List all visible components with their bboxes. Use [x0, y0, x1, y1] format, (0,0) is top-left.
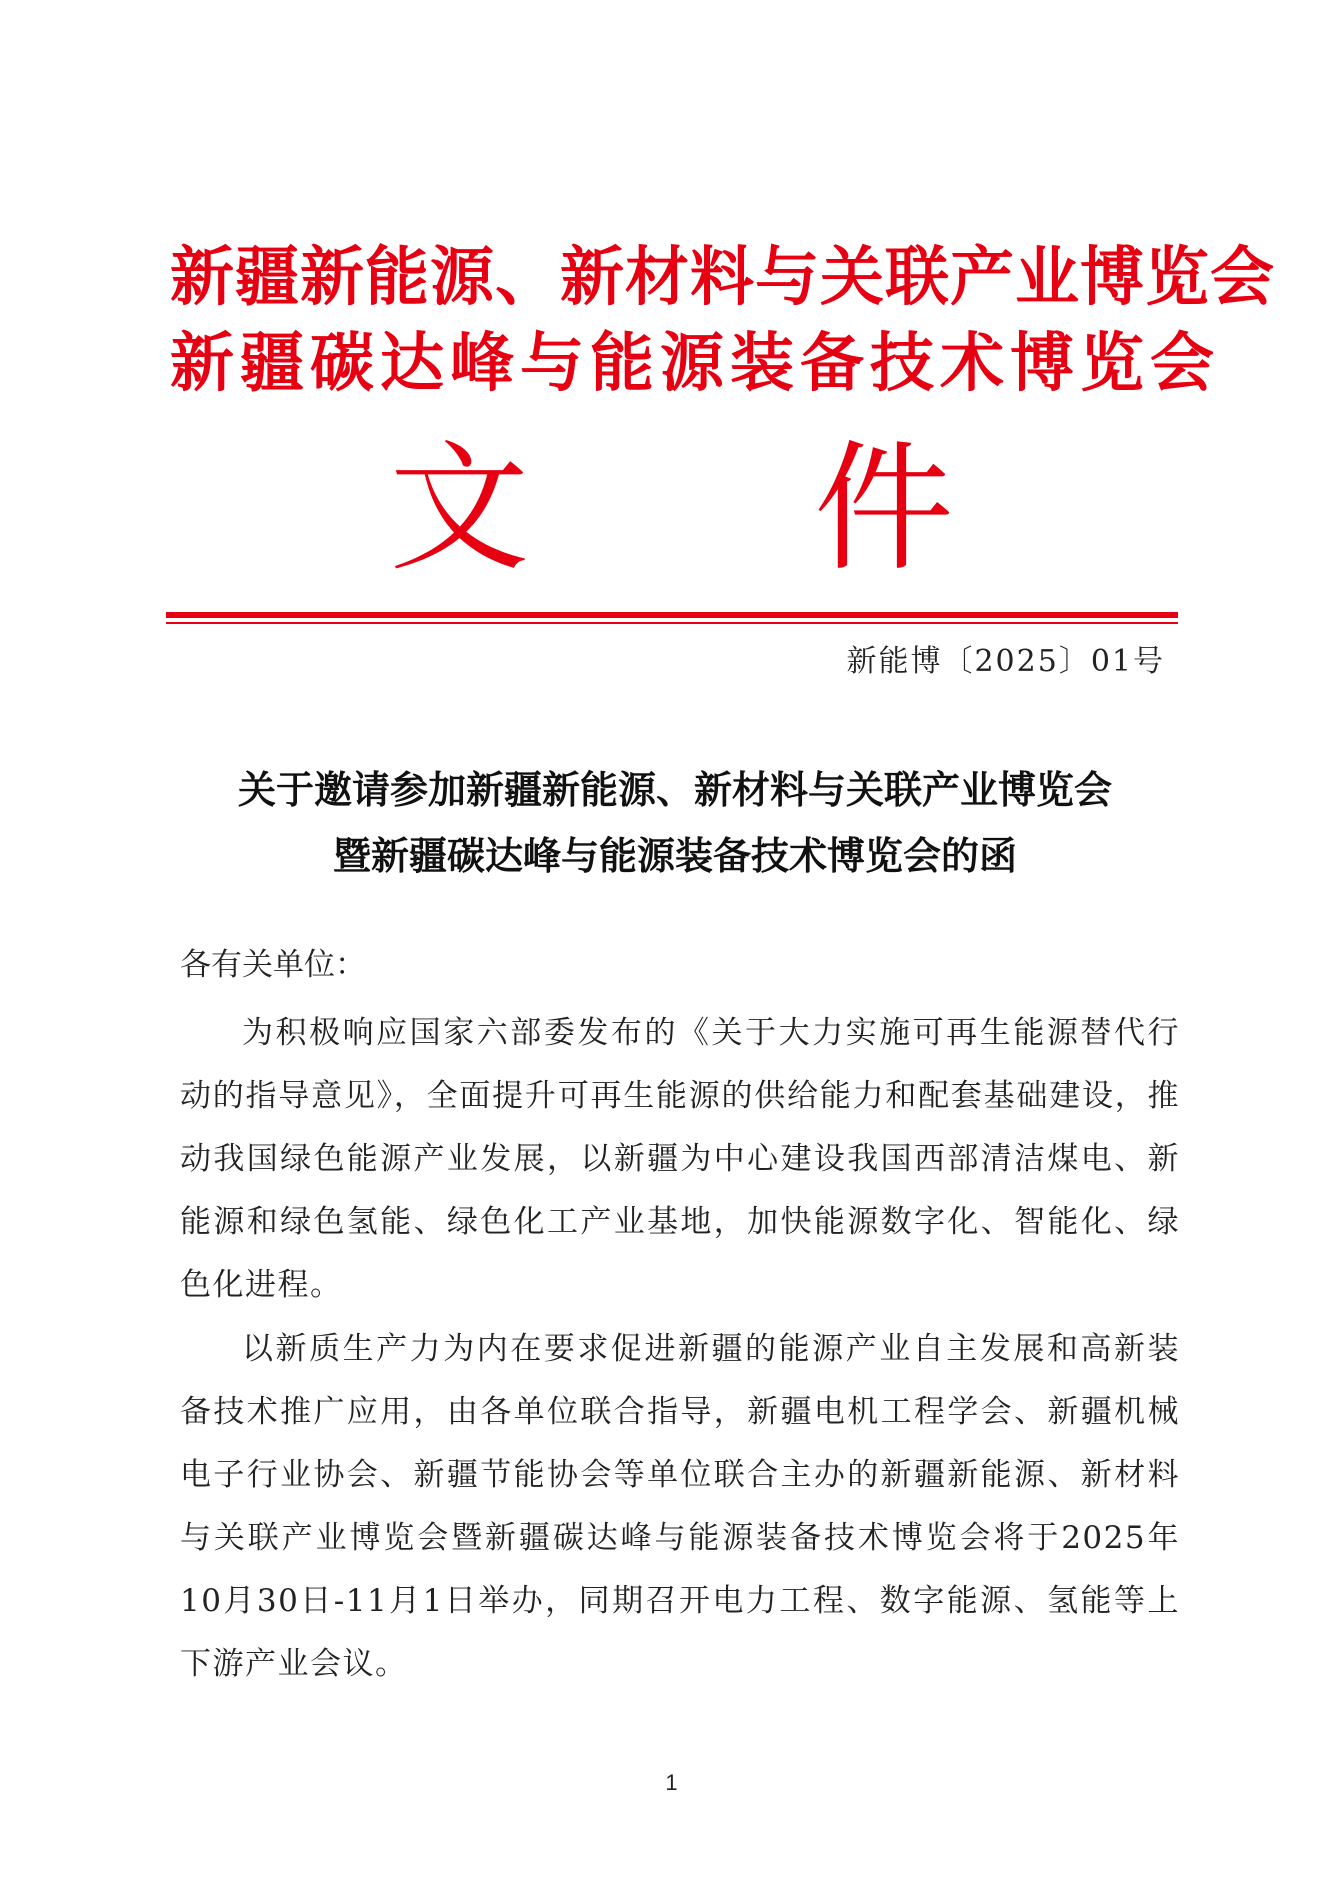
- red-divider-thick: [166, 612, 1178, 618]
- document-number: 新能博〔2025〕01号: [846, 644, 1165, 679]
- subject-line1: 关于邀请参加新疆新能源、新材料与关联产业博览会: [237, 767, 1112, 812]
- header-title-line2: 新疆碳达峰与能源装备技术博览会: [170, 326, 1220, 401]
- header-title-line1: 新疆新能源、新材料与关联产业博览会: [170, 240, 1275, 315]
- salutation: 各有关单位：: [180, 947, 366, 983]
- subject-line2: 暨新疆碳达峰与能源装备技术博览会的函: [332, 833, 1017, 878]
- red-divider-thin: [166, 622, 1178, 624]
- page-number: 1: [665, 1770, 678, 1795]
- body-paragraph: 为积极响应国家六部委发布的《关于大力实施可再生能源替代行动的指导意见》，全面提升可再生能源的供给能力和配套基础建设，推动我国绿色能源产业发展，以新疆为中心建设我国西部清洁煤电、新能源和绿色氢能、绿色化工产业基地，加快能源数字化、智能化、绿色化进程。: [180, 1015, 1180, 1303]
- document-type-heading: 文 件: [389, 428, 1074, 591]
- body-paragraph: 以新质生产力为内在要求促进新疆的能源产业自主发展和高新装备技术推广应用，由各单位联合指导，新疆电机工程学会、新疆机械电子行业协会、新疆节能协会等单位联合主办的新疆新能源、新材料与关联产业博览会暨新疆碳达峰与能源装备技术博览会将于2025年10月30日-11月1日举办，同期召开电力工程、数字能源、氢能等上下游产业会议。: [180, 1331, 1180, 1682]
